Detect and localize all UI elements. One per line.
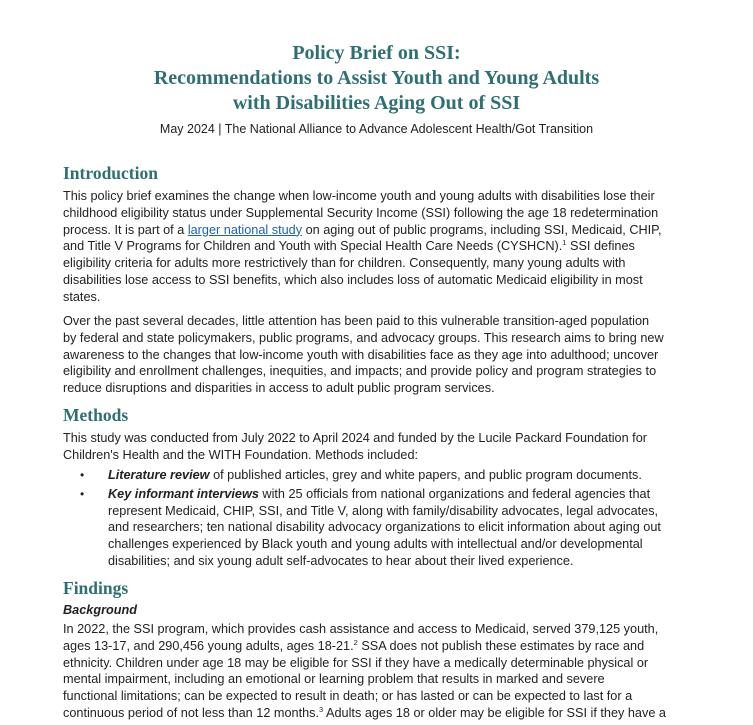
text-line: disabilities lose access to SSI benefits, which also includes loss of automatic Medicaid eligibility in most [63, 272, 643, 287]
introduction-paragraph-1 [63, 188, 703, 306]
list-item [80, 486, 710, 570]
text-run: Adults ages 18 or older may be eligible for SSI if they have a [323, 705, 666, 720]
background-subheading: Background [63, 603, 138, 617]
introduction-heading: Introduction [63, 163, 158, 183]
text-run: SSI defines [566, 239, 635, 254]
text-line: mental impairment, including an emotional or learning problem that results in marked and severe [63, 672, 605, 687]
text-line: ethnicity. Children under age 18 may be eligible for SSI if they have a medically determinable physical or [63, 655, 649, 670]
text-line: reduce disruptions and disparities in access to adult public program services. [63, 381, 495, 396]
bold-term: Key informant interviews [108, 486, 259, 501]
text-line [63, 222, 703, 239]
text-line: functional limitations; can be expected to result in death; or has lasted or can be expected to last for a [63, 689, 633, 704]
document-title [0, 41, 753, 116]
text-run: on aging out of public programs, including SSI, Medicaid, CHIP, [302, 222, 662, 237]
document-subtitle: May 2024 | The National Alliance to Advance Adolescent Health/Got Transition [159, 122, 594, 136]
text-line: eligibility criteria for adults more restrictively than for children. Consequently, many young adults with [63, 256, 626, 271]
text-line: eligibility and enrollment challenges, inequities, and impacts; and provide policy and program strategies to [63, 364, 657, 379]
text-run: with 25 officials from national organizations and federal agencies that [258, 486, 651, 501]
title-line: Recommendations to Assist Youth and Young Adults [153, 67, 600, 89]
footnote-ref[interactable]: 3 [319, 704, 324, 714]
text-run: process. It is part of a [63, 222, 188, 237]
methods-intro [63, 430, 703, 464]
text-line: This policy brief examines the change when low-income youth and young adults with disabilities lose their [63, 189, 655, 203]
text-run: of published articles, grey and white papers, and public program documents. [209, 468, 642, 482]
list-item [80, 467, 710, 484]
title-line: Policy Brief on SSI: [292, 42, 461, 64]
bullet-icon: • [80, 468, 85, 482]
text-line [108, 486, 710, 503]
bold-term: Literature review [108, 468, 210, 482]
footnote-ref[interactable]: 2 [353, 637, 358, 647]
text-line: In 2022, the SSI program, which provides cash assistance and access to Medicaid, served 379,125 youth, [63, 622, 659, 636]
text-line: childhood eligibility status under Supplemental Security Income (SSI) following the age 18 redetermination [63, 205, 659, 220]
text-line: Over the past several decades, little attention has been paid to this vulnerable transition-aged population [63, 314, 650, 328]
text-line [63, 705, 703, 722]
footnote-ref[interactable]: 1 [562, 238, 567, 248]
text-run: continuous period of not less than 12 months. [63, 705, 320, 720]
methods-heading: Methods [63, 405, 129, 425]
findings-paragraph [63, 621, 703, 722]
larger-national-study-link[interactable]: larger national study [187, 222, 303, 237]
text-run: ages 13-17, and 290,456 young adults, ages 18-21. [63, 638, 354, 653]
text-line: This study was conducted from July 2022 to April 2024 and funded by the Lucile Packard Foundation for [63, 431, 647, 445]
text-line: Children's Health and the WITH Foundation. Methods included: [63, 447, 419, 462]
text-line: awareness to the changes that low-income youth with disabilities face as they age into adulthood; uncover [63, 347, 659, 362]
text-line: challenges experienced by Black youth and young adults with intellectual and/or developmental [108, 537, 643, 552]
text-line [63, 638, 703, 655]
text-run: SSA does not publish these estimates by race and [357, 638, 645, 653]
text-line: and researchers; ten national disability advocacy organizations to elicit information about aging out [108, 520, 661, 535]
text-line [108, 467, 710, 484]
methods-list [80, 467, 710, 570]
findings-heading: Findings [63, 578, 129, 598]
title-line: with Disabilities Aging Out of SSI [232, 92, 521, 114]
text-line: disabilities; and six young adult self-advocates to hear about their lived experience. [108, 553, 574, 568]
text-line [63, 238, 703, 255]
text-run: and Title V Programs for Children and Youth with Special Health Care Needs (CYSHCN). [63, 239, 563, 254]
bullet-icon: • [80, 486, 85, 501]
text-line: by federal and state policymakers, public programs, and advocacy groups. This research aims to bring new [63, 330, 664, 345]
introduction-paragraph-2 [63, 313, 703, 397]
text-line: states. [63, 289, 101, 304]
text-line: represent Medicaid, CHIP, SSI, and Title V, along with family/disability advocates, legal advocates, [108, 503, 659, 518]
